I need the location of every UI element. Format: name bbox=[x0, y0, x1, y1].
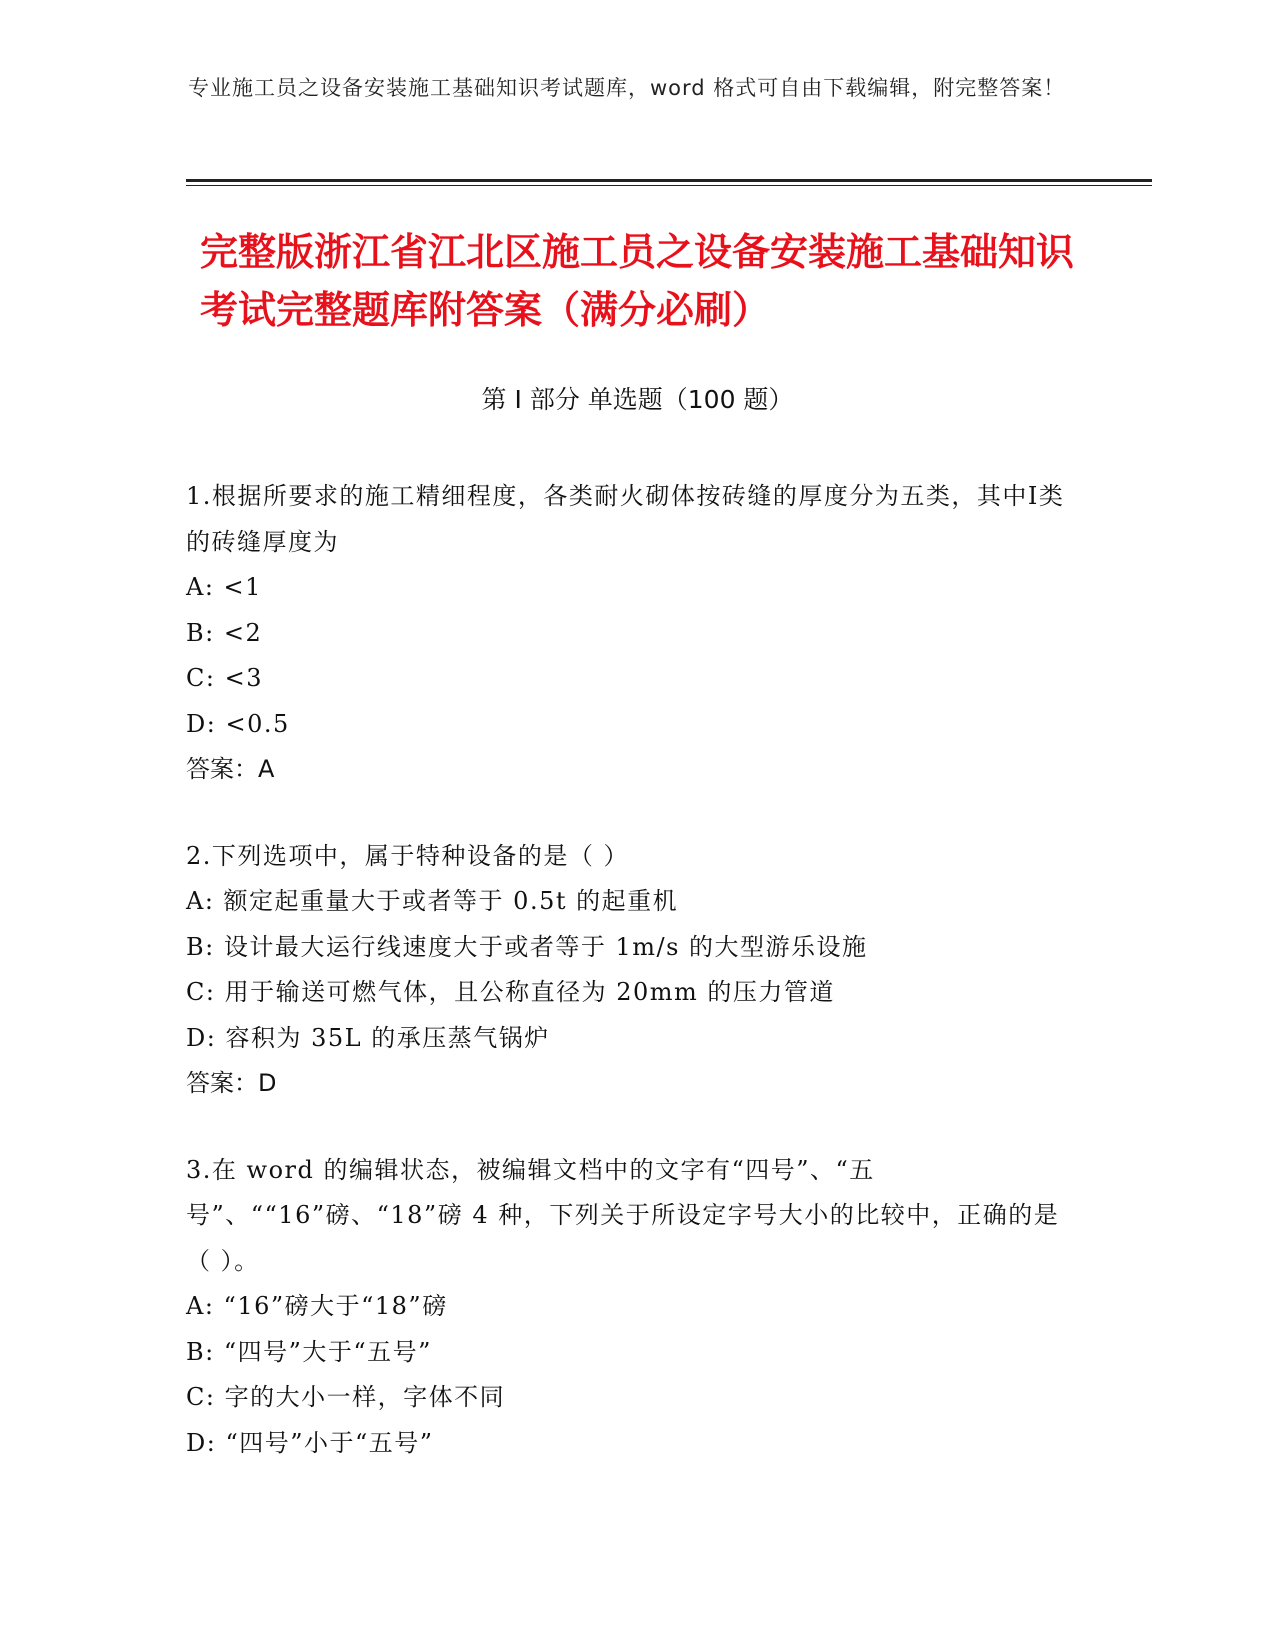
option-c: C: 字的大小一样，字体不同 bbox=[186, 1383, 506, 1411]
question-list bbox=[186, 474, 1066, 1507]
question-3 bbox=[186, 1148, 1066, 1467]
option-a: A: “16”磅大于“18”磅 bbox=[186, 1292, 448, 1320]
option-a: A: 额定起重量大于或者等于 0.5t 的起重机 bbox=[186, 887, 679, 915]
question-1 bbox=[186, 474, 1066, 793]
document-title: 完整版浙江省江北区施工员之设备安装施工基础知识考试完整题库附答案（满分必刷） bbox=[200, 230, 1075, 332]
option-d: D: 容积为 35L 的承压蒸气锅炉 bbox=[186, 1023, 550, 1052]
option-d: D: “四号”小于“五号” bbox=[186, 1428, 434, 1457]
option-c: C: <3 bbox=[186, 664, 263, 692]
header-rule-thin bbox=[186, 185, 1152, 186]
option-d: D: <0.5 bbox=[186, 709, 290, 738]
section-heading: 第 I 部分 单选题（100 题） bbox=[481, 385, 794, 414]
option-b: B: <2 bbox=[186, 618, 263, 647]
question-text: 3.在 word 的编辑状态，被编辑文档中的文字有“四号”、“五号”、““16”磅、“18”磅 4 种，下列关于所设定字号大小的比较中，正确的是（ ）。 bbox=[186, 1155, 1060, 1275]
header-rule-thick bbox=[186, 179, 1152, 182]
option-b: B: “四号”大于“五号” bbox=[186, 1337, 432, 1366]
answer: 答案：A bbox=[186, 755, 275, 783]
option-b: B: 设计最大运行线速度大于或者等于 1m/s 的大型游乐设施 bbox=[186, 932, 868, 961]
question-text: 2.下列选项中，属于特种设备的是（ ） bbox=[186, 841, 630, 870]
option-c: C: 用于输送可燃气体，且公称直径为 20mm 的压力管道 bbox=[186, 978, 835, 1006]
answer: 答案：D bbox=[186, 1069, 277, 1097]
question-2 bbox=[186, 834, 1066, 1107]
header-note: 专业施工员之设备安装施工基础知识考试题库，word 格式可自由下载编辑，附完整答案！ bbox=[188, 76, 1066, 100]
option-a: A: <1 bbox=[186, 573, 262, 601]
question-text: 1.根据所要求的施工精细程度，各类耐火砌体按砖缝的厚度分为五类，其中Ⅰ类的砖缝厚度为 bbox=[186, 482, 1065, 556]
